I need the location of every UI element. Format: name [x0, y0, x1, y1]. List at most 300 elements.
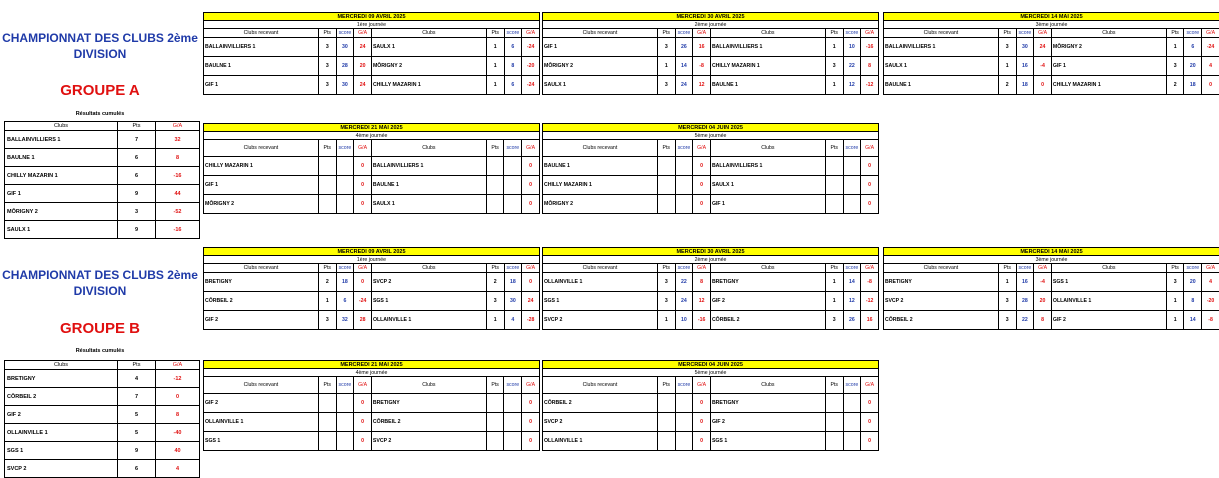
match-value: 14 — [1184, 311, 1202, 330]
away-club: MÔRIGNY 2 — [1051, 38, 1166, 57]
away-club: CHILLY MAZARIN 1 — [371, 76, 486, 95]
match-value: -8 — [1202, 311, 1219, 330]
match-value: 26 — [675, 38, 693, 57]
match-value: 16 — [1016, 57, 1034, 76]
home-club: SAULX 1 — [884, 57, 999, 76]
match-value: 3 — [1166, 57, 1184, 76]
away-club: OLLAINVILLE 1 — [1051, 292, 1166, 311]
column-header: G/A — [354, 29, 372, 38]
pts: 9 — [118, 185, 156, 203]
table-row — [204, 273, 540, 292]
pts: 3 — [118, 203, 156, 221]
match-value: -12 — [861, 292, 879, 311]
column-header: Clubs — [371, 264, 486, 273]
column-header: Pts — [825, 29, 843, 38]
matchday-date: MERCREDI 04 JUIN 2025 — [543, 361, 879, 369]
matchday-date: MERCREDI 09 AVRIL 2025 — [204, 13, 540, 21]
away-club: BALLAINVILLIERS 1 — [371, 157, 486, 176]
group-b-title: CHAMPIONNAT DES CLUBS 2ème DIVISION — [0, 267, 200, 299]
match-value — [336, 413, 354, 432]
match-value: 0 — [354, 394, 372, 413]
match-value: 16 — [1016, 273, 1034, 292]
column-header: Pts — [657, 140, 675, 157]
match-value: 3 — [1166, 273, 1184, 292]
home-club: GIF 1 — [543, 38, 658, 57]
away-club: MÔRIGNY 2 — [371, 57, 486, 76]
table-row — [5, 424, 200, 442]
club: OLLAINVILLE 1 — [5, 424, 118, 442]
home-club: BALLAINVILLIERS 1 — [884, 38, 999, 57]
column-header: Clubs recevant — [884, 29, 999, 38]
away-club: BALLAINVILLIERS 1 — [710, 157, 825, 176]
away-club: BAULNE 1 — [371, 176, 486, 195]
match-value — [486, 432, 504, 451]
table-row — [204, 57, 540, 76]
table-row — [5, 460, 200, 478]
match-value: -28 — [522, 311, 540, 330]
home-club: MÔRIGNY 2 — [543, 195, 658, 214]
away-club: OLLAINVILLE 1 — [371, 311, 486, 330]
match-value: 0 — [1202, 76, 1219, 95]
match-value: 12 — [693, 292, 711, 311]
table-row — [543, 311, 879, 330]
matchday-round: 4ème journée — [204, 132, 540, 140]
matchday-round-row — [204, 21, 540, 29]
match-value — [486, 195, 504, 214]
match-value — [657, 157, 675, 176]
match-value: 1 — [1166, 311, 1184, 330]
column-header: score — [336, 29, 354, 38]
ga: -16 — [156, 167, 200, 185]
column-header: Clubs — [1051, 29, 1166, 38]
match-value: 24 — [1034, 38, 1052, 57]
column-header: Pts — [486, 264, 504, 273]
matchday-round-row — [884, 256, 1219, 264]
column-header: Clubs — [371, 29, 486, 38]
matchday-round: 5ème journée — [543, 369, 879, 377]
matchday-date: MERCREDI 04 JUIN 2025 — [543, 124, 879, 132]
ga: 4 — [156, 460, 200, 478]
home-club: GIF 1 — [204, 176, 319, 195]
column-header: Clubs recevant — [543, 264, 658, 273]
matchday-round-row — [543, 21, 879, 29]
match-value: 12 — [693, 76, 711, 95]
match-value: 0 — [522, 273, 540, 292]
matchday-header-row — [543, 264, 879, 273]
column-header: score — [1016, 264, 1034, 273]
column-header: G/A — [693, 140, 711, 157]
matchday-round-row — [204, 132, 540, 140]
group-b-cumulative-caption: Résultats cumulés — [0, 348, 200, 354]
col-ga: G/A — [156, 122, 200, 131]
matchday-table — [542, 360, 879, 451]
match-value: 1 — [318, 292, 336, 311]
pts: 9 — [118, 221, 156, 239]
match-value: 14 — [675, 57, 693, 76]
matchday-round: 3ème journée — [884, 256, 1219, 264]
match-value: 1 — [657, 311, 675, 330]
match-value: 1 — [825, 273, 843, 292]
column-header: score — [843, 377, 861, 394]
match-value: 0 — [1034, 76, 1052, 95]
match-value: 10 — [675, 311, 693, 330]
column-header: score — [336, 140, 354, 157]
match-value: 22 — [843, 57, 861, 76]
matchday-date-row — [884, 248, 1219, 256]
match-value — [504, 413, 522, 432]
match-value: 3 — [318, 38, 336, 57]
home-club: GIF 1 — [204, 76, 319, 95]
table-row — [543, 38, 879, 57]
match-value — [675, 432, 693, 451]
column-header: Clubs recevant — [884, 264, 999, 273]
club: BRETIGNY — [5, 370, 118, 388]
column-header: Clubs recevant — [204, 29, 319, 38]
match-value — [486, 394, 504, 413]
home-club: BALLAINVILLIERS 1 — [204, 38, 319, 57]
away-club: BAULNE 1 — [710, 76, 825, 95]
table-row — [204, 38, 540, 57]
col-pts: Pts — [118, 361, 156, 370]
table-row — [543, 273, 879, 292]
away-club: SGS 1 — [710, 432, 825, 451]
away-club: GIF 2 — [1051, 311, 1166, 330]
club: MÔRIGNY 2 — [5, 203, 118, 221]
match-value: 0 — [693, 394, 711, 413]
match-value: 3 — [318, 311, 336, 330]
column-header: score — [675, 29, 693, 38]
match-value — [825, 432, 843, 451]
matchday-table — [203, 123, 540, 214]
match-value: 0 — [522, 394, 540, 413]
match-value: 24 — [675, 292, 693, 311]
club: GIF 2 — [5, 406, 118, 424]
match-value: 6 — [504, 76, 522, 95]
match-value — [336, 157, 354, 176]
table-row — [5, 149, 200, 167]
table-row — [204, 311, 540, 330]
club: SGS 1 — [5, 442, 118, 460]
matchday-date: MERCREDI 30 AVRIL 2025 — [543, 13, 879, 21]
table-row — [884, 57, 1219, 76]
match-value: 0 — [354, 432, 372, 451]
column-header: Pts — [1166, 264, 1184, 273]
match-value: 0 — [522, 195, 540, 214]
table-row — [204, 157, 540, 176]
matchday-table — [883, 247, 1219, 330]
table-row — [543, 57, 879, 76]
away-club: CÔRBEIL 2 — [371, 413, 486, 432]
table-row — [5, 370, 200, 388]
home-club: OLLAINVILLE 1 — [543, 432, 658, 451]
column-header: G/A — [693, 264, 711, 273]
matchday-round: 2ème journée — [543, 21, 879, 29]
table-row — [5, 167, 200, 185]
col-clubs: Clubs — [5, 122, 118, 131]
away-club: GIF 1 — [710, 195, 825, 214]
away-club: CÔRBEIL 2 — [710, 311, 825, 330]
pts: 9 — [118, 442, 156, 460]
ga: 44 — [156, 185, 200, 203]
match-value: 2 — [998, 76, 1016, 95]
column-header: Pts — [318, 377, 336, 394]
match-value: 0 — [354, 273, 372, 292]
home-club: SVCP 2 — [884, 292, 999, 311]
match-value: 28 — [1016, 292, 1034, 311]
match-value: 1 — [486, 311, 504, 330]
ga: -52 — [156, 203, 200, 221]
matchday-header-row — [543, 140, 879, 157]
matchday-round: 2ème journée — [543, 256, 879, 264]
home-club: BAULNE 1 — [543, 157, 658, 176]
match-value: 4 — [1202, 57, 1219, 76]
match-value: -16 — [693, 311, 711, 330]
away-club: SGS 1 — [1051, 273, 1166, 292]
table-row — [884, 76, 1219, 95]
match-value: 0 — [522, 176, 540, 195]
match-value: -24 — [522, 38, 540, 57]
column-header: Pts — [486, 140, 504, 157]
match-value: 30 — [336, 38, 354, 57]
matchday-table — [203, 360, 540, 451]
match-value — [825, 195, 843, 214]
matchday-date-row — [204, 361, 540, 369]
matchday-header-row — [884, 29, 1219, 38]
match-value: 1 — [486, 38, 504, 57]
match-value: 2 — [1166, 76, 1184, 95]
away-club: SAULX 1 — [371, 195, 486, 214]
matchday-date-row — [543, 13, 879, 21]
home-club: CHILLY MAZARIN 1 — [204, 157, 319, 176]
column-header: score — [1184, 264, 1202, 273]
column-header: Pts — [657, 29, 675, 38]
match-value — [843, 432, 861, 451]
table-row — [204, 394, 540, 413]
match-value — [504, 195, 522, 214]
table-row — [543, 394, 879, 413]
match-value: 3 — [998, 311, 1016, 330]
match-value — [675, 176, 693, 195]
away-club: SAULX 1 — [371, 38, 486, 57]
match-value: 1 — [486, 57, 504, 76]
column-header: Clubs recevant — [543, 29, 658, 38]
matchday-header-row — [543, 377, 879, 394]
group-b-cumulative-table — [4, 360, 200, 478]
match-value — [675, 394, 693, 413]
group-a-cumulative-caption: Résultats cumulés — [0, 111, 200, 117]
pts: 7 — [118, 131, 156, 149]
away-club: BALLAINVILLIERS 1 — [710, 38, 825, 57]
matchday-date: MERCREDI 14 MAI 2025 — [884, 13, 1219, 21]
column-header: G/A — [522, 264, 540, 273]
club: SVCP 2 — [5, 460, 118, 478]
column-header: score — [504, 264, 522, 273]
match-value: 0 — [522, 157, 540, 176]
matchday-header-row — [204, 264, 540, 273]
match-value — [675, 157, 693, 176]
column-header: G/A — [861, 377, 879, 394]
matchday-date-row — [204, 124, 540, 132]
away-club: BRETIGNY — [710, 394, 825, 413]
matchday-round-row — [543, 369, 879, 377]
match-value: 0 — [861, 195, 879, 214]
match-value: 16 — [693, 38, 711, 57]
matchday-date-row — [543, 361, 879, 369]
column-header: G/A — [354, 377, 372, 394]
column-header: Clubs recevant — [543, 377, 658, 394]
home-club: MÔRIGNY 2 — [543, 57, 658, 76]
ga: 8 — [156, 406, 200, 424]
match-value: 24 — [354, 38, 372, 57]
match-value: 22 — [675, 273, 693, 292]
ga: 32 — [156, 131, 200, 149]
column-header: G/A — [693, 377, 711, 394]
matchday-date-row — [204, 248, 540, 256]
match-value: 30 — [504, 292, 522, 311]
group-a-label: GROUPE A — [0, 82, 200, 99]
home-club: GIF 2 — [204, 394, 319, 413]
col-ga: G/A — [156, 361, 200, 370]
match-value — [843, 394, 861, 413]
matchday-round-row — [204, 256, 540, 264]
column-header: G/A — [522, 140, 540, 157]
match-value: 3 — [318, 76, 336, 95]
column-header: Pts — [657, 377, 675, 394]
away-club: GIF 2 — [710, 413, 825, 432]
match-value: 0 — [861, 413, 879, 432]
column-header: score — [1016, 29, 1034, 38]
match-value — [675, 413, 693, 432]
matchday-date: MERCREDI 14 MAI 2025 — [884, 248, 1219, 256]
matchday-round-row — [884, 21, 1219, 29]
matchday-round-row — [204, 369, 540, 377]
matchday-table — [203, 247, 540, 330]
match-value — [486, 157, 504, 176]
home-club: BAULNE 1 — [884, 76, 999, 95]
match-value: 3 — [657, 292, 675, 311]
match-value: 6 — [504, 38, 522, 57]
home-club: OLLAINVILLE 1 — [204, 413, 319, 432]
match-value: 6 — [1184, 38, 1202, 57]
match-value: -4 — [1034, 57, 1052, 76]
match-value: 0 — [354, 157, 372, 176]
match-value: 3 — [998, 292, 1016, 311]
match-value: 18 — [1016, 76, 1034, 95]
match-value: 3 — [486, 292, 504, 311]
table-row — [204, 195, 540, 214]
matchday-header-row — [204, 377, 540, 394]
column-header: Clubs recevant — [204, 377, 319, 394]
group-a-cumulative-table — [4, 121, 200, 239]
match-value: 1 — [657, 57, 675, 76]
away-club: SAULX 1 — [710, 176, 825, 195]
away-club: BRETIGNY — [710, 273, 825, 292]
match-value — [318, 413, 336, 432]
table-row — [5, 406, 200, 424]
column-header: G/A — [1034, 264, 1052, 273]
match-value: 1 — [1166, 292, 1184, 311]
column-header: Clubs recevant — [204, 264, 319, 273]
matchday-round: 1ère journée — [204, 256, 540, 264]
table-row — [204, 76, 540, 95]
match-value — [318, 157, 336, 176]
match-value: 4 — [1202, 273, 1219, 292]
column-header: G/A — [354, 140, 372, 157]
match-value: 0 — [354, 195, 372, 214]
match-value — [843, 176, 861, 195]
match-value: 8 — [1034, 311, 1052, 330]
match-value: -24 — [1202, 38, 1219, 57]
match-value — [657, 413, 675, 432]
match-value: 1 — [825, 292, 843, 311]
column-header: Clubs — [710, 264, 825, 273]
match-value — [336, 394, 354, 413]
ga: 8 — [156, 149, 200, 167]
match-value — [657, 432, 675, 451]
column-header: Clubs — [1051, 264, 1166, 273]
matchday-date-row — [543, 248, 879, 256]
column-header: Pts — [657, 264, 675, 273]
matchday-round-row — [543, 256, 879, 264]
table-row — [543, 195, 879, 214]
matchday-round-row — [543, 132, 879, 140]
match-value — [843, 413, 861, 432]
pts: 4 — [118, 370, 156, 388]
home-club: CÔRBEIL 2 — [204, 292, 319, 311]
club: BALLAINVILLIERS 1 — [5, 131, 118, 149]
match-value: 0 — [693, 157, 711, 176]
match-value — [486, 176, 504, 195]
column-header: G/A — [861, 140, 879, 157]
matchday-header-row — [543, 29, 879, 38]
home-club: OLLAINVILLE 1 — [543, 273, 658, 292]
match-value — [504, 157, 522, 176]
match-value: 18 — [336, 273, 354, 292]
match-value: 20 — [354, 57, 372, 76]
matchday-table — [542, 247, 879, 330]
column-header: G/A — [1034, 29, 1052, 38]
table-row — [204, 176, 540, 195]
match-value: 0 — [861, 157, 879, 176]
column-header: score — [843, 29, 861, 38]
column-header: Pts — [318, 29, 336, 38]
away-club: CHILLY MAZARIN 1 — [710, 57, 825, 76]
home-club: BAULNE 1 — [204, 57, 319, 76]
column-header: score — [675, 264, 693, 273]
column-header: Clubs — [371, 140, 486, 157]
table-row — [5, 203, 200, 221]
column-header: Pts — [318, 140, 336, 157]
match-value: 0 — [522, 413, 540, 432]
match-value: 20 — [1034, 292, 1052, 311]
column-header: score — [843, 264, 861, 273]
match-value: 1 — [1166, 38, 1184, 57]
column-header: score — [1184, 29, 1202, 38]
match-value: 22 — [1016, 311, 1034, 330]
match-value: -12 — [861, 76, 879, 95]
home-club: SVCP 2 — [543, 413, 658, 432]
table-row — [5, 388, 200, 406]
column-header: score — [675, 140, 693, 157]
match-value: 0 — [861, 432, 879, 451]
column-header: score — [675, 377, 693, 394]
pts: 5 — [118, 424, 156, 442]
match-value — [657, 176, 675, 195]
match-value: 0 — [354, 176, 372, 195]
col-clubs: Clubs — [5, 361, 118, 370]
table-row — [543, 157, 879, 176]
match-value: 12 — [843, 292, 861, 311]
